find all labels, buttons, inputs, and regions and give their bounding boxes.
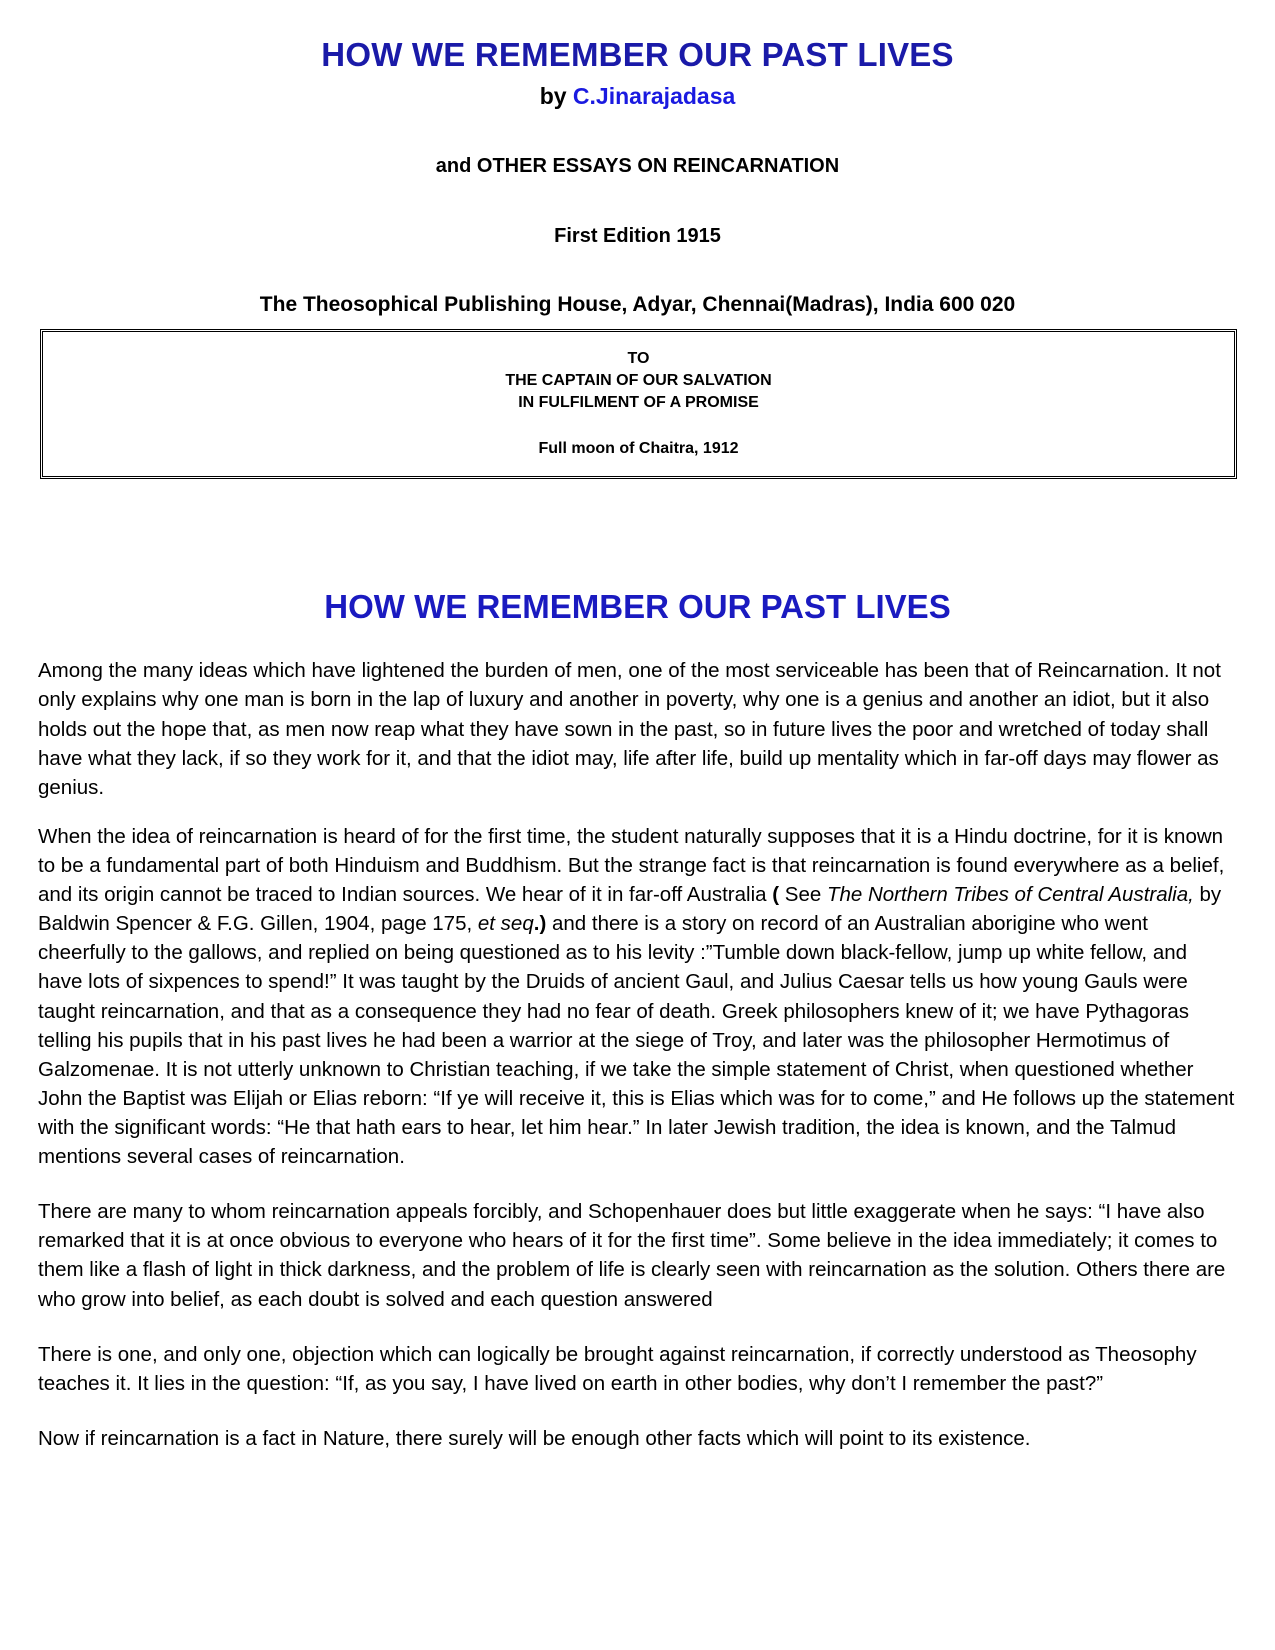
dedication-line-2: THE CAPTAIN OF OUR SALVATION xyxy=(505,371,772,389)
author-name: C.Jinarajadasa xyxy=(572,82,736,109)
paragraph-2 xyxy=(38,822,1237,1171)
document-title: HOW WE REMEMBER OUR PAST LIVES xyxy=(321,36,954,73)
paragraph-2-citation-details: by Baldwin Spencer & F.G. Gillen, 1904, page 175, xyxy=(38,883,1222,936)
paragraph-2-paren-open: ( xyxy=(772,883,780,907)
document-subtitle: and OTHER ESSAYS ON REINCARNATION xyxy=(435,154,840,177)
paragraph-2-paren-close: .) xyxy=(533,912,547,936)
cited-work-title: The Northern Tribes of Central Australia, xyxy=(826,883,1194,907)
publisher-line: The Theosophical Publishing House, Adyar, Chennai(Madras), India 600 020 xyxy=(259,292,1016,316)
paragraph-1: Among the many ideas which have lightened the burden of men, one of the most serviceable has been that of Reincarnation. It not only explains why one man is born in the lap of luxury and another in poverty, why one is a genius and another an idiot, but it also holds out the hope that, as men now reap what they have sown in the past, so in future lives the poor and wretched of today shall have what they lack, if so they work for it, and that the idiot may, life after life, build up mentality which in far-off days may flower as genius. xyxy=(38,659,1221,799)
edition-line: First Edition 1915 xyxy=(554,224,721,247)
dedication-date: Full moon of Chaitra, 1912 xyxy=(538,439,739,457)
paragraph-2-et-seq: et seq xyxy=(477,912,534,936)
byline-by-word: by xyxy=(539,82,573,109)
dedication-box xyxy=(40,329,1237,479)
paragraph-5: Now if reincarnation is a fact in Nature, there surely will be enough other facts which will point to its existence. xyxy=(38,1426,1031,1450)
article-heading: HOW WE REMEMBER OUR PAST LIVES xyxy=(324,587,951,625)
article-body xyxy=(0,656,1275,1453)
dedication-line-1: TO xyxy=(627,349,650,367)
paragraph-2-segment-intro: When the idea of reincarnation is heard of for the first time, the student naturally supposes that it is a Hindu doctrine, for it is known to be a fundamental part of both Hinduism and Buddhism. But the strange fact is that reincarnation is found everywhere as a belief, and its origin cannot be traced to Indian sources. We hear of it in far-off Australia xyxy=(38,824,1225,907)
article xyxy=(0,587,1275,1453)
paragraph-4: There is one, and only one, objection which can logically be brought against reincarnation, if correctly understood as Theosophy teaches it. It lies in the question: “If, as you say, I have lived on earth in other bodies, why don’t I remember the past?” xyxy=(38,1342,1197,1395)
paragraph-2-see: See xyxy=(779,883,827,907)
paragraph-3: There are many to whom reincarnation appeals forcibly, and Schopenhauer does but little exaggerate when he says: “I have also remarked that it is at once obvious to everyone who hears of it for the first time”. Some believe in the idea immediately; it comes to them like a flash of light in thick darkness, and the problem of life is clearly seen with reincarnation as the solution. Others there are who grow into belief, as each doubt is solved and each question answered xyxy=(38,1200,1226,1311)
front-matter xyxy=(0,0,1275,317)
dedication-line-3: IN FULFILMENT OF A PROMISE xyxy=(518,393,759,411)
paragraph-2-segment-rest: and there is a story on record of an Australian aborigine who went cheerfully to the gallows, and replied on being questioned as to his levity :”Tumble down black-fellow, jump up white fellow, and have lots of sixpences to spend!” It was taught by the Druids of ancient Gaul, and Julius Caesar tells us how young Gauls were taught reincarnation, and that as a consequence they had no fear of death. Greek philosophers knew of it; we have Pythagoras telling his pupils that in his past lives he had been a warrior at the siege of Troy, and later was the philosopher Hermotimus of Galzomenae. It is not utterly unknown to Christian teaching, if we take the simple statement of Christ, when questioned whether John the Baptist was Elijah or Elias reborn: “If ye will receive it, this is Elias which was for to come,” and He follows up the statement with the significant words: “He that hath ears to hear, let him hear.” In later Jewish tradition, the idea is known, and the Talmud mentions several cases of reincarnation. xyxy=(38,912,1235,1169)
byline xyxy=(0,83,1275,111)
